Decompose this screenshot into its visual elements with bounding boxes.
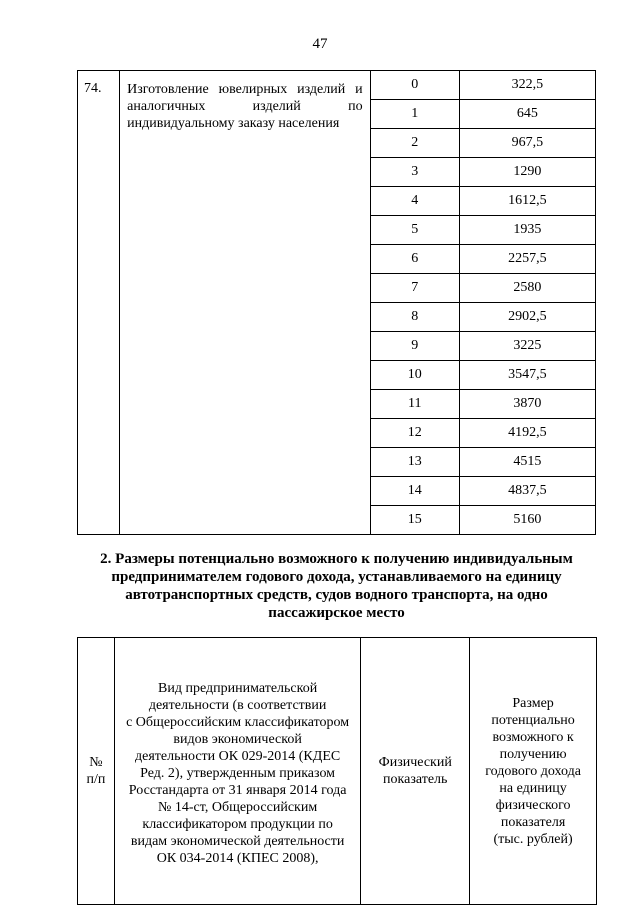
table-row [78, 71, 596, 100]
table-activity-74 [77, 70, 596, 535]
header-activity-line: ОК 034-2014 (КПЕС 2008), [156, 850, 319, 866]
header-activity-line: видам экономической деятельности [130, 833, 345, 849]
header-size-line: Размер [512, 695, 554, 711]
section-title-line: автотранспортных средств, судов водного транспорта, на одно [125, 587, 548, 603]
header-activity-line: деятельности ОК 029-2014 (КДЕС [135, 748, 341, 764]
header-indicator-line: показатель [383, 772, 448, 787]
header-activity-line: № 14-ст, Общероссийским [158, 799, 318, 815]
value-cell: 1935 [459, 216, 595, 245]
value-cell: 3870 [459, 390, 595, 419]
category-cell: 1 [370, 100, 459, 129]
header-size-cell [470, 638, 597, 905]
category-cell: 0 [370, 71, 459, 100]
value-cell: 645 [459, 100, 595, 129]
value-cell: 1290 [459, 158, 595, 187]
category-cell: 12 [370, 419, 459, 448]
table-section-2-header [77, 637, 597, 905]
header-activity-cell [114, 638, 360, 905]
category-cell: 9 [370, 332, 459, 361]
page-number: 47 [312, 36, 328, 52]
value-cell: 4837,5 [459, 477, 595, 506]
header-number-cell [78, 638, 115, 905]
header-size-line: годового дохода [485, 763, 581, 779]
category-cell: 11 [370, 390, 459, 419]
header-activity-line: деятельности (в соответствии [148, 697, 327, 713]
value-cell: 2580 [459, 274, 595, 303]
header-activity-line: с Общероссийским классификатором [126, 714, 350, 730]
category-cell: 2 [370, 129, 459, 158]
category-cell: 8 [370, 303, 459, 332]
category-cell: 6 [370, 245, 459, 274]
header-indicator-line: Физический [378, 755, 452, 770]
category-cell: 7 [370, 274, 459, 303]
section-title-line: 2. Размеры потенциально возможного к получению индивидуальным [100, 551, 573, 567]
value-cell: 2902,5 [459, 303, 595, 332]
header-size-line: потенциально [491, 712, 575, 728]
category-cell: 15 [370, 506, 459, 535]
header-size-line: показателя [500, 814, 566, 830]
header-size-line: на единицу [499, 780, 567, 796]
header-size-line: (тыс. рублей) [493, 831, 573, 847]
value-cell: 1612,5 [459, 187, 595, 216]
header-indicator-cell [361, 638, 470, 905]
row-number-cell: 74. [78, 71, 120, 535]
header-activity-line: Вид предпринимательской [158, 680, 318, 696]
header-activity-line: Росстандарта от 31 января 2014 года [128, 782, 347, 798]
header-activity-line: видов экономической [173, 731, 302, 747]
value-cell: 2257,5 [459, 245, 595, 274]
value-cell: 3547,5 [459, 361, 595, 390]
header-number-line: п/п [86, 772, 106, 787]
table-header-row [78, 638, 597, 905]
value-cell: 4192,5 [459, 419, 595, 448]
header-activity-line: Ред. 2), утвержденным приказом [140, 765, 336, 781]
section-title-line: пассажирское место [268, 605, 405, 621]
category-cell: 14 [370, 477, 459, 506]
value-cell: 4515 [459, 448, 595, 477]
category-cell: 5 [370, 216, 459, 245]
activity-description-cell: Изготовление ювелирных изделий и аналогичных изделий по индивидуальному заказу населения [120, 71, 371, 535]
section-2-title [84, 550, 589, 622]
header-number-line: № [89, 755, 103, 770]
header-size-line: возможного к [492, 729, 574, 745]
value-cell: 3225 [459, 332, 595, 361]
section-title-line: предпринимателем годового дохода, устанавливаемого на единицу [111, 569, 562, 585]
header-size-line: получению [499, 746, 567, 762]
category-cell: 4 [370, 187, 459, 216]
header-activity-line: классификатором продукции по [142, 816, 333, 832]
header-size-line: физического [495, 797, 571, 813]
value-cell: 322,5 [459, 71, 595, 100]
category-cell: 10 [370, 361, 459, 390]
value-cell: 967,5 [459, 129, 595, 158]
category-cell: 3 [370, 158, 459, 187]
value-cell: 5160 [459, 506, 595, 535]
category-cell: 13 [370, 448, 459, 477]
